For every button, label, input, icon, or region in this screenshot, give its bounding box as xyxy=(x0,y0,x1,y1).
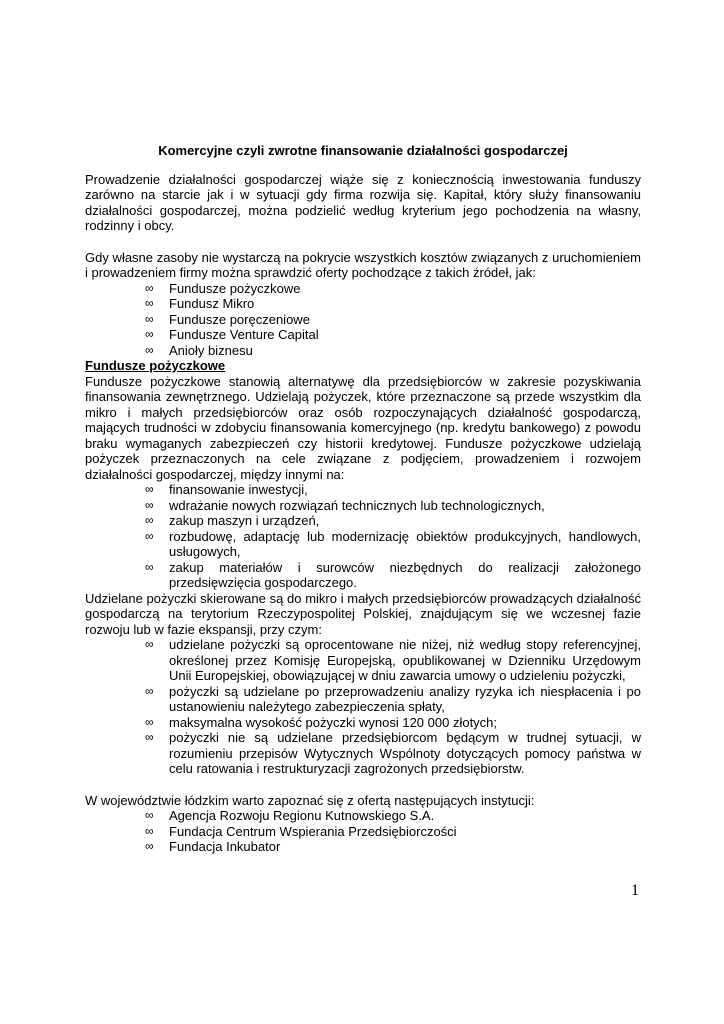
section-paragraph-2: Udzielane pożyczki skierowane są do mikro i małych przedsiębiorców prowadzących działalność gospodarczą na terytorium Rzeczypospolitej Polskiej, znajdującym się we wczesnej fazie rozwoju lub w fazie ekspansji, przy czym: xyxy=(85,590,641,637)
infinity-bullet-icon: ∞ xyxy=(145,683,154,698)
list-item: ∞ Anioły biznesu xyxy=(145,342,253,358)
infinity-bullet-icon: ∞ xyxy=(145,342,154,357)
infinity-bullet-icon: ∞ xyxy=(145,808,154,822)
sources-intro-paragraph: Gdy własne zasoby nie wystarczą na pokrycie wszystkich kosztów związanych z uruchomieniem i prowadzeniem firmy można sprawdzić oferty pochodzące z takich źródeł, jak: xyxy=(85,249,641,280)
list-item: ∞ Fundacja Centrum Wspierania Przedsiębiorczości xyxy=(145,823,457,839)
infinity-bullet-icon: ∞ xyxy=(145,823,154,838)
document-page xyxy=(85,143,641,855)
infinity-bullet-icon: ∞ xyxy=(145,327,154,341)
infinity-bullet-icon: ∞ xyxy=(145,714,154,729)
list-item: ∞ rozbudowę, adaptację lub modernizację obiektów produkcyjnych, handlowych, usługowych, xyxy=(145,528,641,559)
page-number: 1 xyxy=(631,882,639,899)
list-item: ∞ Fundusz Mikro xyxy=(145,296,255,311)
infinity-bullet-icon: ∞ xyxy=(145,482,154,496)
institutions-intro-paragraph: W województwie łódzkim warto zapoznać się z ofertą następujących instytucji: xyxy=(85,792,535,808)
infinity-bullet-icon: ∞ xyxy=(145,513,154,527)
intro-paragraph: Prowadzenie działalności gospodarczej wiąże się z koniecznością inwestowania funduszy zarówno na starcie jak i w sytuacji gdy firma rozwija się. Kapitał, który służy finansowaniu działalności gospodarczej, można podzielić według kryterium jego pochodzenia na własny, rodzinny i obcy. xyxy=(85,171,641,233)
institutions-list xyxy=(85,808,641,855)
section-paragraph-1: Fundusze pożyczkowe stanowią alternatywę dla przedsiębiorców w zakresie pozyskiwania finansowania zewnętrznego. Udzielają pożyczek, które przeznaczone są przede wszystkim dla mikro i małych przedsiębiorców oraz osób rozpoczynających działalność gospodarczą, mających trudności w zdobyciu finansowania komercyjnego (np. kredytu bankowego) z powodu braku wymaganych zabezpieczeń czy historii kredytowej. Fundusze pożyczkowe udzielają pożyczek przeznaczonych na cele związane z podjęciem, prowadzeniem i rozwojem działalności gospodarczej, między innymi na: xyxy=(85,373,641,482)
infinity-bullet-icon: ∞ xyxy=(145,528,154,543)
list-item: ∞ pożyczki są udzielane po przeprowadzeniu analizy ryzyka ich niespłacenia i po ustanowieniu należytego zabezpieczenia spłaty, xyxy=(145,683,641,714)
infinity-bullet-icon: ∞ xyxy=(145,296,154,310)
purposes-list xyxy=(85,482,641,591)
document-title: Komercyjne czyli zwrotne finansowanie działalności gospodarczej xyxy=(158,143,568,158)
list-item: ∞ maksymalna wysokość pożyczki wynosi 120 000 złotych; xyxy=(145,714,498,730)
section-heading: Fundusze pożyczkowe xyxy=(85,358,226,373)
sources-list xyxy=(85,281,641,359)
list-item: ∞ pożyczki nie są udzielane przedsiębiorcom będącym w trudnej sytuacji, w rozumieniu przepisów Wytycznych Wspólnoty dotyczących pomocy państwa w celu ratowania i restrukturyzacji zagrożonych przedsiębiorstw. xyxy=(145,730,641,776)
list-item: ∞ Fundusze poręczeniowe xyxy=(145,311,310,327)
infinity-bullet-icon: ∞ xyxy=(145,839,154,853)
list-item: ∞ Agencja Rozwoju Regionu Kutnowskiego S.A. xyxy=(145,808,435,823)
list-item: ∞ finansowanie inwestycji, xyxy=(145,482,308,497)
list-item: ∞ zakup maszyn i urządzeń, xyxy=(145,513,320,528)
infinity-bullet-icon: ∞ xyxy=(145,280,154,295)
list-item: ∞ wdrażanie nowych rozwiązań technicznych lub technologicznych, xyxy=(145,497,545,513)
list-item: ∞ Fundusze Venture Capital xyxy=(145,327,319,342)
conditions-list xyxy=(85,637,641,777)
list-item: ∞ Fundusze pożyczkowe xyxy=(145,280,301,296)
infinity-bullet-icon: ∞ xyxy=(145,311,154,326)
infinity-bullet-icon: ∞ xyxy=(145,497,154,512)
list-item: ∞ udzielane pożyczki są oprocentowane nie niżej, niż według stopy referencyjnej, określonej przez Komisję Europejską, opublikowanej w Dzienniku Urzędowym Unii Europejskiej, obowiązującej w dniu zawarcia umowy o udzieleniu pożyczki, xyxy=(145,637,641,683)
infinity-bullet-icon: ∞ xyxy=(145,559,154,574)
list-item: ∞ zakup materiałów i surowców niezbędnych do realizacji założonego przedsięwzięcia gospodarczego. xyxy=(145,559,641,590)
infinity-bullet-icon: ∞ xyxy=(145,730,154,744)
infinity-bullet-icon: ∞ xyxy=(145,637,154,651)
list-item: ∞ Fundacja Inkubator xyxy=(145,839,281,854)
